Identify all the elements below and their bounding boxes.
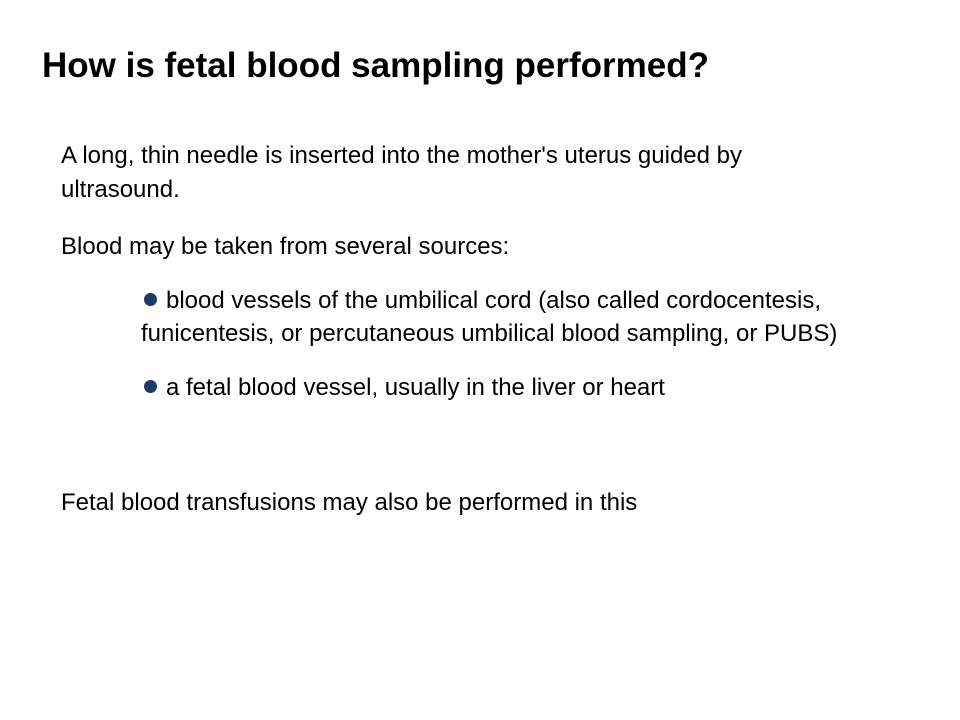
sources-paragraph: Blood may be taken from several sources: <box>61 233 510 260</box>
bullet-dot-icon <box>144 293 157 306</box>
list-item <box>141 284 921 350</box>
list-item-text: blood vessels of the umbilical cord (also called cordocentesis, funicentesis, or percutaneous umbilical blood sampling, or PUBS) <box>141 287 838 347</box>
list-item-text: a fetal blood vessel, usually in the liver or heart <box>166 374 665 401</box>
list-item <box>141 371 921 404</box>
sources-list <box>141 284 921 425</box>
transfusion-paragraph: Fetal blood transfusions may also be performed in this <box>61 489 638 516</box>
slide-title: How is fetal blood sampling performed? <box>42 46 709 85</box>
intro-paragraph: A long, thin needle is inserted into the mother's uterus guided by ultrasound. <box>61 142 743 203</box>
bullet-dot-icon <box>144 380 157 393</box>
